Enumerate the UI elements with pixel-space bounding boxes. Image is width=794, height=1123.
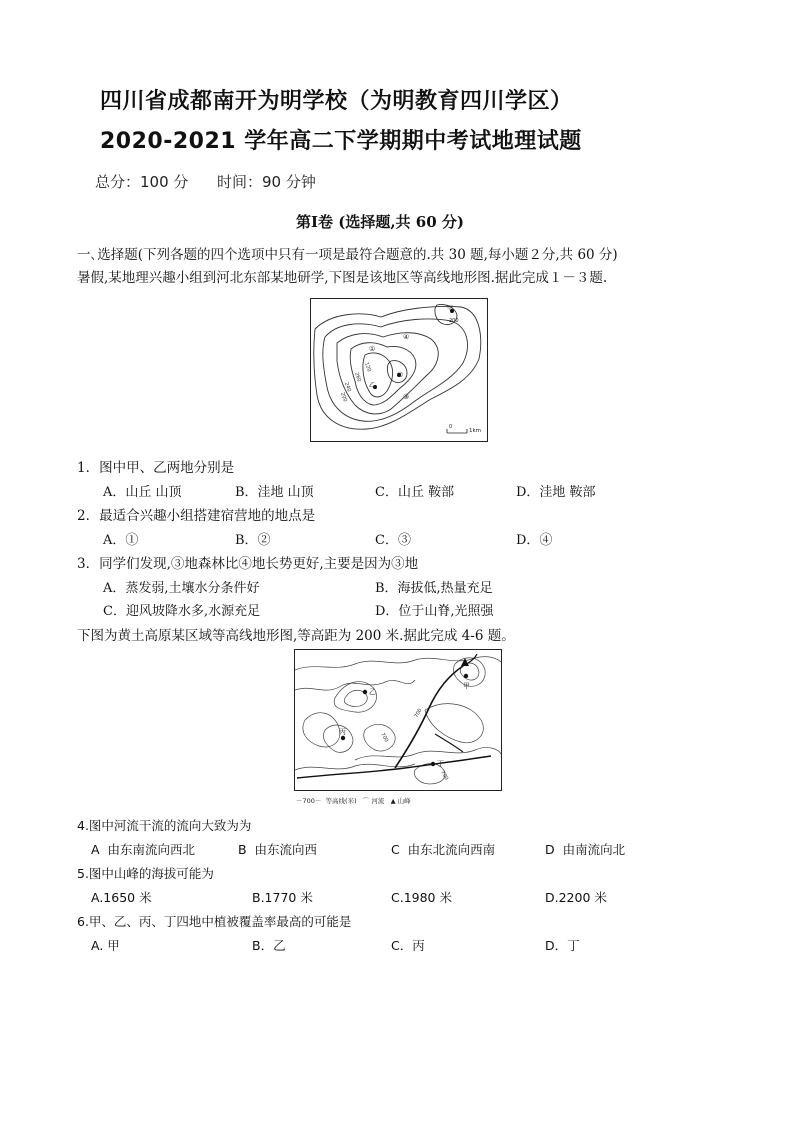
map1-number-200: 200 <box>339 391 349 403</box>
q3-option-c[interactable]: C．迎风坡降水多,水源充足 <box>103 604 261 619</box>
map2-label-yi: 乙 <box>369 688 376 696</box>
question-4: 4.图中河流干流的流向大致为为 <box>77 818 252 833</box>
title-line-1: 四川省成都南开为明学校（为明教育四川学区） <box>100 89 573 114</box>
q2-option-b[interactable]: B．② <box>235 533 271 548</box>
q6-option-a[interactable]: A. 甲 <box>91 938 120 953</box>
exam-meta: 总分：100 分 时间：90 分钟 <box>95 173 316 191</box>
title-line-2: 2020-2021 学年高二下学期期中考试地理试题 <box>100 129 582 154</box>
contour-map-2 <box>294 649 502 791</box>
map1-number-200-top: 200 <box>449 318 459 324</box>
map1-number-240: 240 <box>343 381 353 393</box>
map2-contour-700-c: 700 <box>439 770 450 782</box>
q2-option-c[interactable]: C．③ <box>375 533 411 548</box>
q4-option-d[interactable]: D 由南流向北 <box>545 842 626 857</box>
q4-option-a[interactable]: A 由东南流向西北 <box>91 842 195 857</box>
map2-label-bing: 丙 <box>339 728 346 736</box>
map1-label-2: ② <box>397 371 404 379</box>
map1-scale-label: 1km <box>469 428 482 434</box>
map1-label-4: ④ <box>403 333 410 341</box>
q1-option-b[interactable]: B．洼地 山顶 <box>235 485 314 500</box>
question-1: 1．图中甲、乙两地分别是 <box>77 460 235 476</box>
context-map2: 下图为黄土高原某区域等高线地形图,等高距为 200 米.据此完成 4-6 题。 <box>77 628 515 644</box>
question-3: 3．同学们发现,③地森林比④地长势更好,主要是因为③地 <box>77 556 419 572</box>
q2-option-a[interactable]: A．① <box>103 533 139 548</box>
contour-map-1 <box>310 298 488 442</box>
map2-label-ding: 丁 <box>437 760 444 768</box>
map1-label-1: ① <box>369 345 376 353</box>
q6-option-b[interactable]: B．乙 <box>252 938 286 953</box>
q3-option-b[interactable]: B．海拔低,热量充足 <box>375 581 493 596</box>
q1-option-a[interactable]: A．山丘 山顶 <box>103 485 182 500</box>
map2-legend: －700－ 等高线(米) ⌒ 河流 ▲ 山峰 <box>296 797 411 805</box>
question-6: 6.甲、乙、丙、丁四地中植被覆盖率最高的可能是 <box>77 914 352 929</box>
q3-option-a[interactable]: A．蒸发弱,土壤水分条件好 <box>103 581 260 596</box>
q5-option-b[interactable]: B.1770 米 <box>252 890 313 905</box>
map2-contour-700-a: 700 <box>379 732 390 744</box>
context-map1: 暑假,某地理兴趣小组到河北东部某地研学,下图是该地区等高线地形图.据此完成１－３题. <box>77 270 608 286</box>
question-5: 5.图中山峰的海拔可能为 <box>77 866 214 881</box>
q5-option-c[interactable]: C.1980 米 <box>391 890 452 905</box>
q5-option-d[interactable]: D.2200 米 <box>545 890 607 905</box>
q3-option-d[interactable]: D．位于山脊,光照强 <box>375 604 494 619</box>
map1-label-3: ③ <box>403 393 410 401</box>
q1-option-c[interactable]: C．山丘 鞍部 <box>375 485 455 500</box>
svg-text:0: 0 <box>449 424 453 430</box>
map2-label-jia: 甲 <box>463 682 470 690</box>
q5-option-a[interactable]: A.1650 米 <box>91 890 152 905</box>
q1-option-d[interactable]: D．洼地 鞍部 <box>516 485 596 500</box>
q4-option-c[interactable]: C 由东北流向西南 <box>391 842 496 857</box>
question-2: 2．最适合兴趣小组搭建宿营地的地点是 <box>77 508 316 524</box>
q2-option-d[interactable]: D．④ <box>516 533 553 548</box>
map1-number-260: 260 <box>353 371 363 383</box>
map1-label-yi: 乙 <box>369 382 376 389</box>
section-title: 第Ⅰ卷 (选择题,共 60 分) <box>296 213 464 231</box>
q4-option-b[interactable]: B 由东流向西 <box>238 842 318 857</box>
map1-number-120: 120 <box>363 361 373 373</box>
q6-option-d[interactable]: D．丁 <box>545 938 580 953</box>
q6-option-c[interactable]: C．丙 <box>391 938 425 953</box>
map2-contour-700-b: 700 <box>413 707 424 719</box>
map1-label-jia: 甲 <box>447 305 454 312</box>
section-instructions: 一､选择题(下列各题的四个选项中只有一项是最符合题意的.共 30 题,每小题２分,共 60 分) <box>77 247 618 263</box>
